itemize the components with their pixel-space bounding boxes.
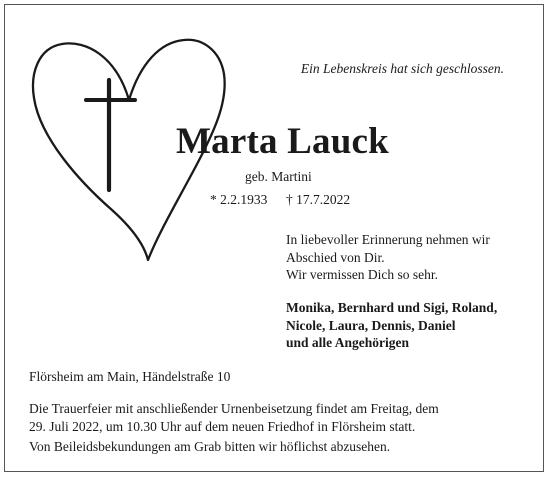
remembrance-line: In liebevoller Erinnerung nehmen wir <box>286 232 490 247</box>
birth-date: * 2.2.1933 <box>210 192 268 207</box>
condolence-note: Von Beileidsbekundungen am Grab bitten wir höflichst abzusehen. <box>29 439 391 454</box>
ceremony-info <box>29 400 439 435</box>
remembrance-text <box>286 231 490 284</box>
death-date: † 17.7.2022 <box>286 192 351 207</box>
mourners-line: Nicole, Laura, Dennis, Daniel <box>286 317 456 333</box>
deceased-name: Marta Lauck <box>176 121 389 162</box>
mourners-line: Monika, Bernhard und Sigi, Roland, <box>286 300 498 315</box>
mourners <box>286 299 497 352</box>
address: Flörsheim am Main, Händelstraße 10 <box>29 369 231 384</box>
birth-name: geb. Martini <box>245 169 312 184</box>
remembrance-line: Abschied von Dir. <box>286 249 385 265</box>
mourners-line: und alle Angehörigen <box>286 335 410 350</box>
motto: Ein Lebenskreis hat sich geschlossen. <box>300 61 504 76</box>
ceremony-line: Die Trauerfeier mit anschließender Urnenbeisetzung findet am Freitag, dem <box>29 401 439 416</box>
ceremony-line: 29. Juli 2022, um 10.30 Uhr auf dem neuen Friedhof in Flörsheim statt. <box>29 418 416 434</box>
remembrance-line: Wir vermissen Dich so sehr. <box>286 267 439 282</box>
